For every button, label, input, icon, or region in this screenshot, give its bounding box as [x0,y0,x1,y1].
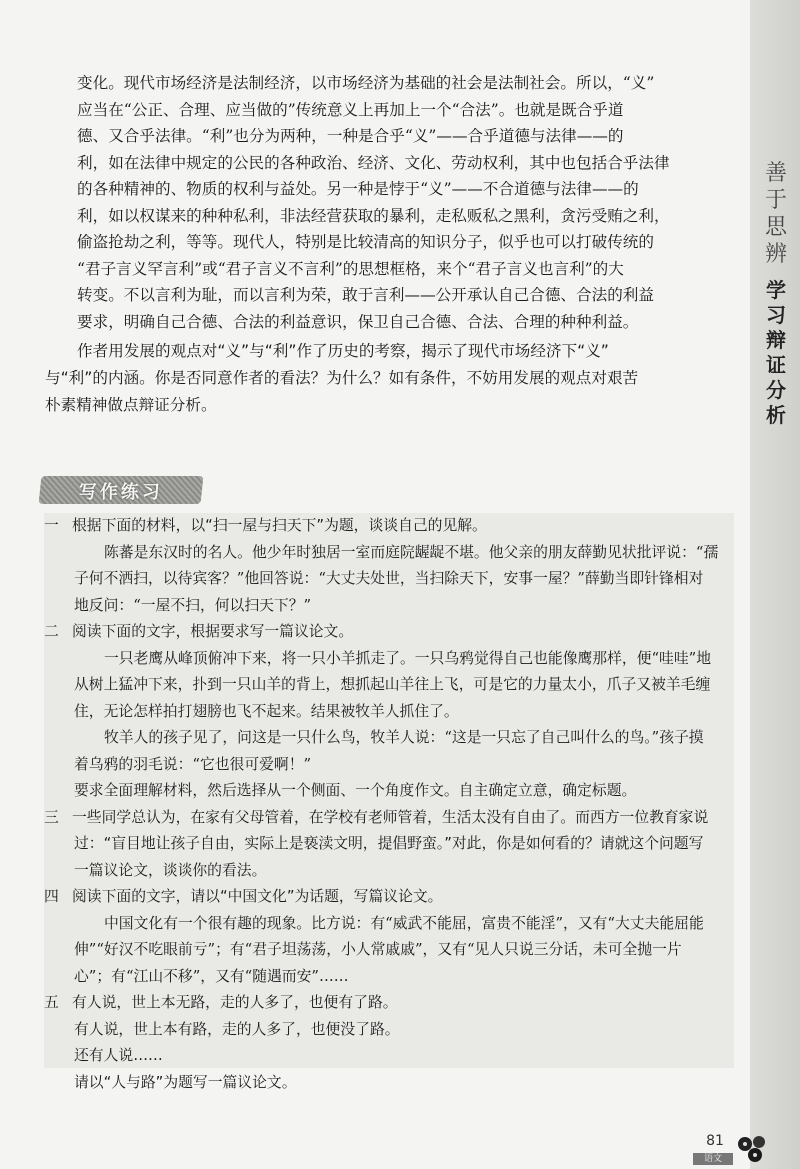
exercise-number: 四 [44,888,59,905]
exercise-prompt: 阅读下面的文字，根据要求写一篇议论文。 [72,623,354,640]
question-line: 朴素精神做点辩证分析。 [45,396,217,414]
exercise-5 [44,990,734,1017]
material-line: 子何不洒扫，以待宾客？”他回答说：“大丈夫处世，当扫除天下，安事一屋？”薛勤当即针锋相对 [74,570,704,587]
question-line: 作者用发展的观点对“义”与“利”作了历史的考察，揭示了现代市场经济下“义” [77,342,609,360]
question-line: 与“利”的内涵。你是否同意作者的看法？为什么？如有条件，不妨用发展的观点对艰苦 [45,369,639,387]
passage-line: 偷盗抢劫之利，等等。现代人，特别是比较清高的知识分子，似乎也可以打破传统的 [77,233,654,251]
side-char: 学 [766,278,786,302]
material-line: 一只老鹰从峰顶俯冲下来，将一只小羊抓走了。一只乌鸦觉得自己也能像鹰那样，便“哇哇”地 [104,649,712,667]
passage-line: 要求，明确自己合德、合法的利益意识，保卫自己合德、合法、合理的种种利益。 [77,312,639,331]
exercise-3 [44,805,734,832]
exercise-prompt: 阅读下面的文字，请以“中国文化”为话题，写篇议论文。 [72,888,443,905]
section-badge-label: 写作练习 [78,482,163,503]
passage-line: 利，如以权谋来的种种私利，非法经营获取的暴利，走私贩私之黑利，贪污受贿之利， [77,206,670,225]
passage-line: 利，如在法律中规定的公民的各种政治、经济、文化、劳动权利，其中也包括合乎法律 [77,153,670,172]
side-tab [750,0,800,1169]
passage-line: 转变。不以言利为耻，而以言利为荣，敢于言利——公开承认自己合德、合法的利益 [77,286,654,304]
exercise-line: 一篇议论文，谈谈你的看法。 [74,861,267,879]
passage-line: 变化。现代市场经济是法制经济，以市场经济为基础的社会是法制社会。所以，“义” [77,74,655,92]
side-char: 析 [766,403,786,427]
passage-line: 的各种精神的、物质的权利与益处。另一种是悖于“义”——不合道德与法律——的 [77,180,639,198]
side-char: 善 [764,161,787,186]
material-line: 住，无论怎样拍打翅膀也飞不起来。结果被牧羊人抓住了。 [74,702,459,720]
material-line: 伸”“好汉不吃眼前亏”；有“君子坦荡荡，小人常戚戚”，又有“见人只说三分话，未可全抛一片 [74,941,682,958]
side-char: 分 [766,378,786,402]
writing-exercises [44,513,734,1091]
side-char: 于 [764,188,787,213]
material-line: 心”；有“江山不移”，又有“随遇而安”…… [74,967,349,985]
material-line: 陈蕃是东汉时的名人。他少年时独居一室而庭院龌龊不堪。他父亲的朋友薛勤见状批评说：“孺 [104,543,719,561]
exercise-line: 有人说，世上本无路，走的人多了，也便有了路。 [72,994,398,1011]
exercise-line: 过：“盲目地让孩子自由，实际上是亵渎文明，提倡野蛮。”对此，你是如何看的？请就这个问题写 [74,835,704,852]
exercise-number: 三 [44,808,59,826]
material-line: 牧羊人的孩子见了，问这是一只什么鸟，牧羊人说：“这是一只忘了自己叫什么的鸟。”孩子摸 [104,729,704,746]
discussion-question [45,338,727,419]
exercise-2 [44,619,734,646]
exercise-number: 二 [44,623,59,640]
side-char: 习 [766,303,786,327]
exercise-prompt: 根据下面的材料，以“扫一屋与扫天下”为题，谈谈自己的见解。 [72,517,487,534]
material-line: 着乌鸦的羽毛说：“它也很可爱啊！” [74,755,312,773]
side-char: 证 [766,353,786,377]
footer-decoration-icon [735,1132,775,1164]
side-char: 辨 [764,242,787,267]
material-line: 地反问：“一屋不扫，何以扫天下？” [74,596,312,614]
subject-label: 语文 [693,1153,733,1165]
passage-line: 德、又合乎法律。“利”也分为两种，一种是合乎“义”——合乎道德与法律——的 [77,127,624,145]
section-badge [39,476,204,504]
side-char: 思 [764,215,787,240]
exercise-4 [44,884,734,911]
material-line: 中国文化有一个很有趣的现象。比方说：有“威武不能屈，富贵不能淫”，又有“大丈夫能屈能 [104,914,704,932]
side-tab-upper-title [760,160,792,268]
exercise-line: 一些同学总认为，在家有父母管着，在学校有老师管着，生活太没有自由了。而西方一位教育家说 [72,808,709,826]
passage-line: “君子言义罕言利”或“君子言义不言利”的思想框格，来个“君子言义也言利”的大 [77,259,624,278]
reading-passage [77,70,727,335]
side-char: 辩 [766,328,786,352]
exercise-number: 一 [44,517,59,534]
exercise-line: 有人说，世上本有路，走的人多了，也便没了路。 [74,1020,400,1038]
page-number: 81 [706,1133,724,1149]
side-tab-lower-title [760,278,792,428]
exercise-1 [44,513,734,540]
passage-line: 应当在“公正、合理、应当做的”传统意义上再加上一个“合法”。也就是既合乎道 [77,100,624,119]
exercise-requirement: 要求全面理解材料，然后选择从一个侧面、一个角度作文。自主确定立意，确定标题。 [74,782,637,799]
material-line: 从树上猛冲下来，扑到一只山羊的背上，想抓起山羊往上飞，可是它的力量太小，爪子又被羊毛缠 [74,676,711,693]
exercise-line: 请以“人与路”为题写一篇议论文。 [74,1073,297,1091]
exercise-number: 五 [44,994,59,1011]
exercise-line: 还有人说…… [74,1047,163,1064]
